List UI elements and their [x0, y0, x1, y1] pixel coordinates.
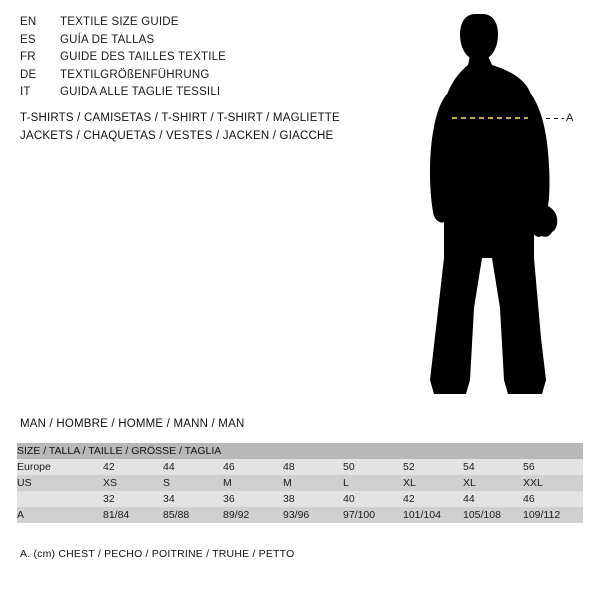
- row-label: Europe: [17, 459, 103, 475]
- cell: 32: [103, 491, 163, 507]
- language-code: DE: [20, 68, 37, 81]
- language-code: ES: [20, 33, 36, 46]
- cell: M: [283, 475, 343, 491]
- table-row: [17, 459, 583, 475]
- cell: XXL: [523, 475, 583, 491]
- cell: 42: [103, 459, 163, 475]
- cell: 44: [463, 491, 523, 507]
- language-row: [20, 51, 350, 69]
- cell: S: [163, 475, 223, 491]
- language-title: GUIDE DES TAILLES TEXTILE: [60, 51, 227, 63]
- cell: 97/100: [343, 507, 403, 523]
- language-row: [20, 34, 350, 52]
- cell: L: [343, 475, 403, 491]
- cell: 89/92: [223, 507, 283, 523]
- measure-label-a: A: [566, 112, 574, 124]
- table-row: [17, 475, 583, 491]
- category-tshirts: T-SHIRTS / CAMISETAS / T-SHIRT / T-SHIRT / MAGLIETTE: [20, 112, 340, 124]
- size-table: [17, 443, 583, 523]
- table-header-label: SIZE / TALLA / TAILLE / GRÖSSE / TAGLIA: [17, 443, 583, 459]
- language-row: [20, 16, 350, 34]
- language-title: TEXTILE SIZE GUIDE: [60, 16, 179, 28]
- row-label: US: [17, 475, 103, 491]
- row-label: A: [17, 507, 103, 523]
- cell: 46: [223, 459, 283, 475]
- category-list: [20, 109, 380, 145]
- cell: 56: [523, 459, 583, 475]
- man-silhouette-figure: [400, 8, 590, 403]
- language-title: GUÍA DE TALLAS: [60, 33, 155, 46]
- cell: 40: [343, 491, 403, 507]
- cell: 50: [343, 459, 403, 475]
- table-title: MAN / HOMBRE / HOMME / MANN / MAN: [20, 418, 245, 430]
- cell: 36: [223, 491, 283, 507]
- cell: 38: [283, 491, 343, 507]
- cell: 109/112: [523, 507, 583, 523]
- language-legend: [20, 16, 350, 104]
- table-header-row: [17, 443, 583, 459]
- cell: XL: [403, 475, 463, 491]
- cell: 81/84: [103, 507, 163, 523]
- cell: XL: [463, 475, 523, 491]
- cell: 42: [403, 491, 463, 507]
- category-jackets: JACKETS / CHAQUETAS / VESTES / JACKEN / GIACCHE: [20, 130, 334, 142]
- language-row: [20, 86, 350, 104]
- language-code: FR: [20, 51, 36, 63]
- footnote: A. (cm) CHEST / PECHO / POITRINE / TRUHE / PETTO: [20, 548, 295, 560]
- cell: 48: [283, 459, 343, 475]
- cell: 52: [403, 459, 463, 475]
- cell: 85/88: [163, 507, 223, 523]
- table-row: [17, 507, 583, 523]
- cell: 54: [463, 459, 523, 475]
- language-code: EN: [20, 16, 37, 28]
- table-row: [17, 491, 583, 507]
- cell: 93/96: [283, 507, 343, 523]
- cell: M: [223, 475, 283, 491]
- cell: XS: [103, 475, 163, 491]
- cell: 34: [163, 491, 223, 507]
- language-title: TEXTILGRÖßENFÜHRUNG: [60, 68, 210, 81]
- cell: 101/104: [403, 507, 463, 523]
- measure-leader-line: [546, 118, 564, 119]
- row-label: [17, 491, 103, 507]
- language-code: IT: [20, 86, 31, 98]
- cell: 46: [523, 491, 583, 507]
- silhouette-icon: [400, 8, 590, 403]
- language-title: GUIDA ALLE TAGLIE TESSILI: [60, 86, 221, 98]
- language-row: [20, 69, 350, 87]
- cell: 105/108: [463, 507, 523, 523]
- cell: 44: [163, 459, 223, 475]
